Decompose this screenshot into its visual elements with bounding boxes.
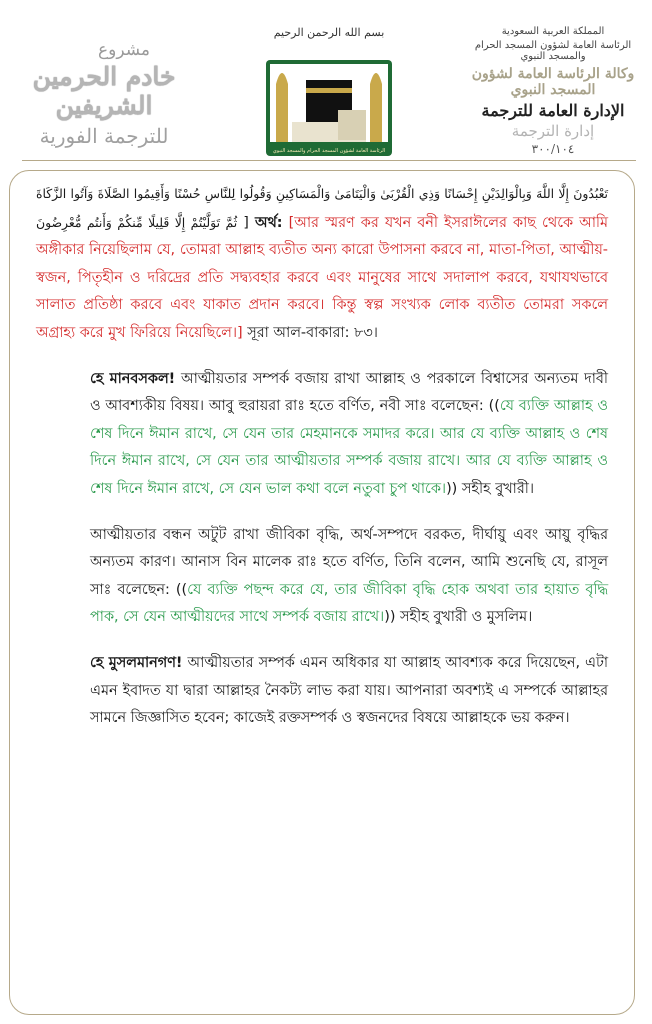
verse-meaning: [আর স্মরণ কর যখন বনী ইসরাঈলের কাছ থেকে আমি অঙ্গীকার নিয়েছিলাম যে, তোমরা আল্লাহ ব্যতীত অন্য কারো উপাসনা করবে না, মাতা-পিতা, আত্মীয়-স্বজন, পিতৃহীন ও দরিদ্রের প্রতি সদ্ব্যবহার করবে এবং মানুষের সাথে সদালাপ করবে, যথাযথভাবে সালাত প্রতিষ্ঠা করবে এবং যাকাত প্রদান করবে। কিন্তু স্বল্প সংখ্যক লোক ব্যতীত তোমরা সকলে অগ্রাহ্য করে মুখ ফিরিয়ে নিয়েছিলে।] xyxy=(36,214,609,341)
hadith-one-source: সহীহ বুখারী। xyxy=(461,480,535,497)
emblem-caption: الرئاسة العامة لشؤون المسجد الحرام والمسجد النبوي xyxy=(272,148,386,154)
presidency-line3: وكالة الرئاسة العامة لشؤون المسجد النبوي xyxy=(471,66,635,98)
hadith-two: যে ব্যক্তি পছন্দ করে যে, তার জীবিকা বৃদ্ধি হোক অথবা তার হায়াত বৃদ্ধি পাক, সে যেন আত্মীয়দের সাথে সম্পর্ক বজায় রাখে। xyxy=(90,581,608,626)
paragraph-two-text: আত্মীয়তার সম্পর্ক বজায় রাখা আল্লাহ ও পরকালে বিশ্বাসের অন্যতম দাবী ও আবশ্যকীয় বিষয়। আবু হুরায়রা রাঃ হতে বর্ণিত, নবী সাঃ বলেছেন: (( xyxy=(90,370,608,415)
project-logo-line2: خادم الحرمين الشريفين xyxy=(32,62,176,120)
header-divider xyxy=(22,160,636,161)
paragraph-three xyxy=(36,522,608,632)
paragraph-two xyxy=(36,366,608,504)
paragraph-four-text: আত্মীয়তার সম্পর্ক এমন অধিকার যা আল্লাহ আবশ্যক করে দিয়েছেন, এটা এমন ইবাদত যা দ্বারা আল্লাহর নৈকট্য লাভ করা যায়। আপনারা অবশ্যই এ সম্পর্কে আল্লাহর সামনে জিজ্ঞাসিত হবেন; কাজেই রক্তসম্পর্ক ও স্বজনদের বিষয়ে আল্লাহকে ভয় করুন। xyxy=(90,654,609,727)
project-logo-line3: للترجمة الفورية xyxy=(39,124,169,148)
hadith-one-close: )) xyxy=(446,480,458,497)
presidency-line2: الرئاسة العامة لشؤون المسجد الحرام والمسجد النبوي xyxy=(474,40,632,62)
paragraph-four xyxy=(36,650,608,733)
document-number: ٣٠٠/١٠٤ xyxy=(531,142,575,156)
presidency-line1: المملكة العربية السعودية xyxy=(501,26,605,37)
quran-verse: تَعْبُدُونَ إِلَّا اللَّهَ وَبِالْوَالِدَيْنِ إِحْسَانًا وَذِي الْقُرْبَىٰ وَالْيَتَامَىٰ وَالْمَسَاكِينِ وَقُولُوا لِلنَّاسِ حُسْنًا وَأَقِيمُوا الصَّلَاةَ وَآتُوا الزَّكَاةَ ثُمَّ تَوَلَّيْتُمْ إِلَّا قَلِيلًا مِّنكُمْ وَأَنتُم مُّعْرِضُونَ xyxy=(36,186,608,230)
project-logo xyxy=(6,40,202,158)
paragraph-three-text: আত্মীয়তার বন্ধন অটুট রাখা জীবিকা বৃদ্ধি, অর্থ-সম্পদে বরকত, দীর্ঘায়ু এবং আয়ু বৃদ্ধির অন্যতম কারণ। আনাস বিন মালেক রাঃ হতে বর্ণিত, তিনি বলেন, আমি শুনেছি যে, রাসূল সাঃ বলেছেন: (( xyxy=(90,526,608,598)
hadith-two-close: )) xyxy=(384,609,396,626)
project-logo-line1: مشروع xyxy=(97,40,150,60)
verse-bracket: ] xyxy=(243,214,249,231)
verse-reference: সূরা আল-বাকারা: ৮৩। xyxy=(247,324,378,341)
basmala: بسم الله الرحمن الرحيم xyxy=(273,26,385,39)
paragraph-verse xyxy=(36,180,608,348)
heading-muslims: হে মুসলমানগণ! xyxy=(90,654,183,671)
mosque-emblem-icon xyxy=(262,22,396,158)
hadith-one: যে ব্যক্তি আল্লাহ ও শেষ দিনে ঈমান রাখে, সে যেন তার মেহমানকে সমাদর করে। আর যে ব্যক্তি আল্লাহ ও শেষ দিনে ঈমান রাখে, সে যেন তার আত্মীয়তার সম্পর্ক বজায় রাখে। আর যে ব্যক্তি আল্লাহ ও শেষ দিনে ঈমান রাখে, সে যেন ভাল কথা বলে নতুবা চুপ থাকে। xyxy=(90,398,608,497)
presidency-line5: إدارة الترجمة xyxy=(511,122,595,140)
hadith-two-source: সহীহ বুখারী ও মুসলিম। xyxy=(400,609,533,626)
page-header xyxy=(0,0,652,162)
sermon-body xyxy=(36,180,608,733)
meaning-label: অর্থ: xyxy=(254,214,283,231)
presidency-logo xyxy=(458,26,648,156)
heading-mankind: হে মানবসকল! xyxy=(90,370,176,387)
presidency-line4: الإدارة العامة للترجمة xyxy=(481,101,625,120)
